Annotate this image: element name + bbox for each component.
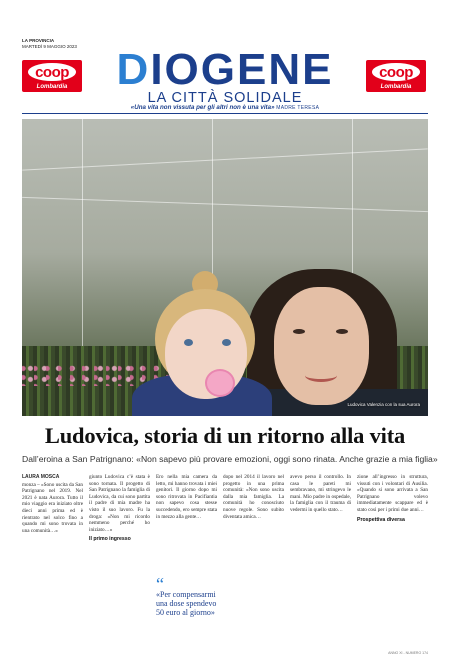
section-heading: Il primo ingresso [89,536,131,543]
masthead-rule [22,113,428,114]
mother-eye [293,329,305,334]
coop-logo-text: coop [372,63,420,81]
coop-logo-text: coop [28,63,76,81]
tagline-quote: «Una vita non vissuta per gli altri non è una vita» [130,104,275,111]
column-text: Ero nella mia camera da letto, mi hanno trovata i miei genitori. Il giorno dopo mi sono ritrovata in Pacifiantia non sapevo cosa stesse succedendo, ero sempre stata in mezzo alla gente… [156,474,217,520]
paper-name: LA PROVINCIA [22,38,55,43]
article-headline: Ludovica, storia di un ritorno alla vita [44,423,406,448]
article-standfirst: Dall’eroina a San Patrignano: «Non sapevo più provare emozioni, oggi sono rinata. Anche grazie a mia figlia» [22,454,438,464]
greenhouse-frame [82,119,83,349]
tagline [22,104,428,111]
mother-face [274,287,369,405]
page-credit: ANNO XI - NUMERO 174 [388,651,428,655]
photo-caption: Ludovica Valenzia con la sua Aurora [347,402,420,407]
column-text: monza – «Sono uscita da San Patrignano nel 2019. Nel 2021 è nata Aurora. Tutto il mio viaggio era iniziato oltre dieci anni prima ed è rientrato nel solco fino a quando mi sono trovata in una comunità…» [22,481,83,534]
article-body [22,474,428,654]
child-eye [184,339,193,346]
mother-eye [336,329,348,334]
article-column [22,474,83,654]
sponsor-logo-right [366,60,426,92]
masthead-initial: D [116,45,151,94]
column-text: avevo perso il controllo. In casa le pareti mi sembravano, mi stringevo le mani. Mio padre in ospedale, la famiglia con il trauma di vedermi in quello stato… [290,474,351,513]
child-eye [222,339,231,346]
column-text: zione all’ingresso in struttura, vissuti con i volontari di Ausilia. «Quando si sono arrivata a San Patrignano volevo immediatamente scappare ed è stato così per i primi due anni… [357,474,428,513]
article-column [223,474,284,654]
article-column [290,474,351,654]
paper-info [22,38,77,49]
pull-quote [156,574,220,617]
pacifier [205,369,235,397]
masthead-subtitle: LA CITTÀ SOLIDALE [147,90,303,106]
mother-smile [305,369,337,382]
article-column [156,474,217,574]
issue-date: MARTEDÌ 9 MAGGIO 2023 [22,43,77,49]
sponsor-logo-left [22,60,82,92]
article-column [89,474,150,654]
pull-quote-text: «Per compensarmi una dose spendevo 50 euro al giorno» [156,590,217,617]
masthead-rest: IOGENE [150,45,334,94]
lead-photo [22,119,428,416]
greenhouse-frame [22,148,427,170]
column-text: giunto Ludovica c’è stata è sono tornata. Il progetto di San Patrignano la famiglia di Ludovica, da cui sono partita il padre di mia madre ha visto il suo lavoro. Fu la droga: «Non mi ricordo nemmeno perché ho iniziato…» [89,474,150,533]
coop-region: Lombardia [380,84,412,90]
quote-icon: “ [156,574,164,594]
section-heading: Prospettiva diversa [357,516,405,523]
byline: LAURA MOSCA [22,474,60,480]
column-text: dopo nel 2014 il lavoro nel progetto in una prima comunità: «Non sono uscita dalla mia famiglia. La comunità ho conosciuto nuove regole. Sono subito diventata amica… [223,474,284,520]
masthead-title [92,45,358,94]
coop-region: Lombardia [36,84,68,90]
tagline-author: MADRE TERESA [276,105,320,111]
article-column [357,474,428,654]
